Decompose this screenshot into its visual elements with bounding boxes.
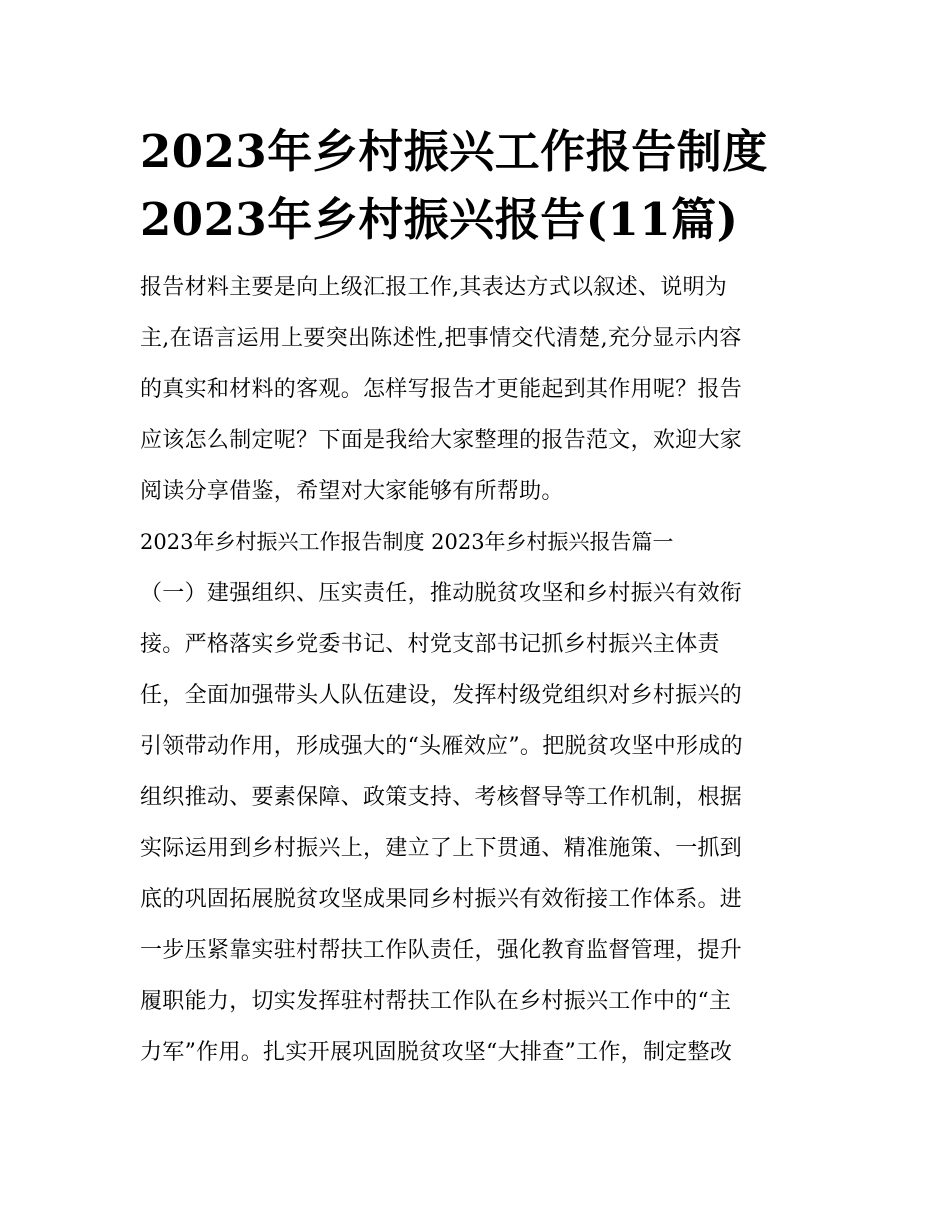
text-line: 履职能力，切实发挥驻村帮扶工作队在乡村振兴工作中的“主 [140,989,732,1014]
body-paragraph [140,568,812,1078]
text-line: 接。严格落实乡党委书记、村党支部书记抓乡村振兴主体责 [140,632,720,657]
text-line: 主,在语言运用上要突出陈述性,把事情交代清楚,充分显示内容 [140,326,742,351]
text-line: 任，全面加强带头人队伍建设，发挥村级党组织对乡村振兴的 [140,683,743,708]
text-line: 报告材料主要是向上级汇报工作,其表达方式以叙述、说明为 [140,275,728,300]
text-line: 应该怎么制定呢？下面是我给大家整理的报告范文，欢迎大家 [140,428,743,453]
text-line: 的真实和材料的客观。怎样写报告才更能起到其作用呢？报告 [140,377,743,402]
document-page [140,118,812,1078]
text-line: 力军”作用。扎实开展巩固脱贫攻坚“大排查”工作，制定整改 [140,1040,733,1065]
text-line: 一步压紧靠实驻村帮扶工作队责任，强化教育监督管理，提升 [140,938,743,963]
title-line: 2023年乡村振兴报告(11篇) [140,193,739,246]
title-line: 2023年乡村振兴工作报告制度 [140,125,768,178]
text-line: 实际运用到乡村振兴上，建立了上下贯通、精准施策、一抓到 [140,836,743,861]
intro-paragraph [140,262,812,517]
section-heading: 2023年乡村振兴工作报告制度 2023年乡村振兴报告篇一 [140,530,674,554]
text-line: 阅读分享借鉴，希望对大家能够有所帮助。 [140,479,564,504]
text-line: （一）建强组织、压实责任，推动脱贫攻坚和乡村振兴有效衔 [140,581,743,606]
text-line: 引领带动作用，形成强大的“头雁效应”。把脱贫攻坚中形成的 [140,734,743,759]
text-line: 组织推动、要素保障、政策支持、考核督导等工作机制，根据 [140,785,743,810]
text-line: 底的巩固拓展脱贫攻坚成果同乡村振兴有效衔接工作体系。进 [140,887,743,912]
document-title [140,118,812,254]
